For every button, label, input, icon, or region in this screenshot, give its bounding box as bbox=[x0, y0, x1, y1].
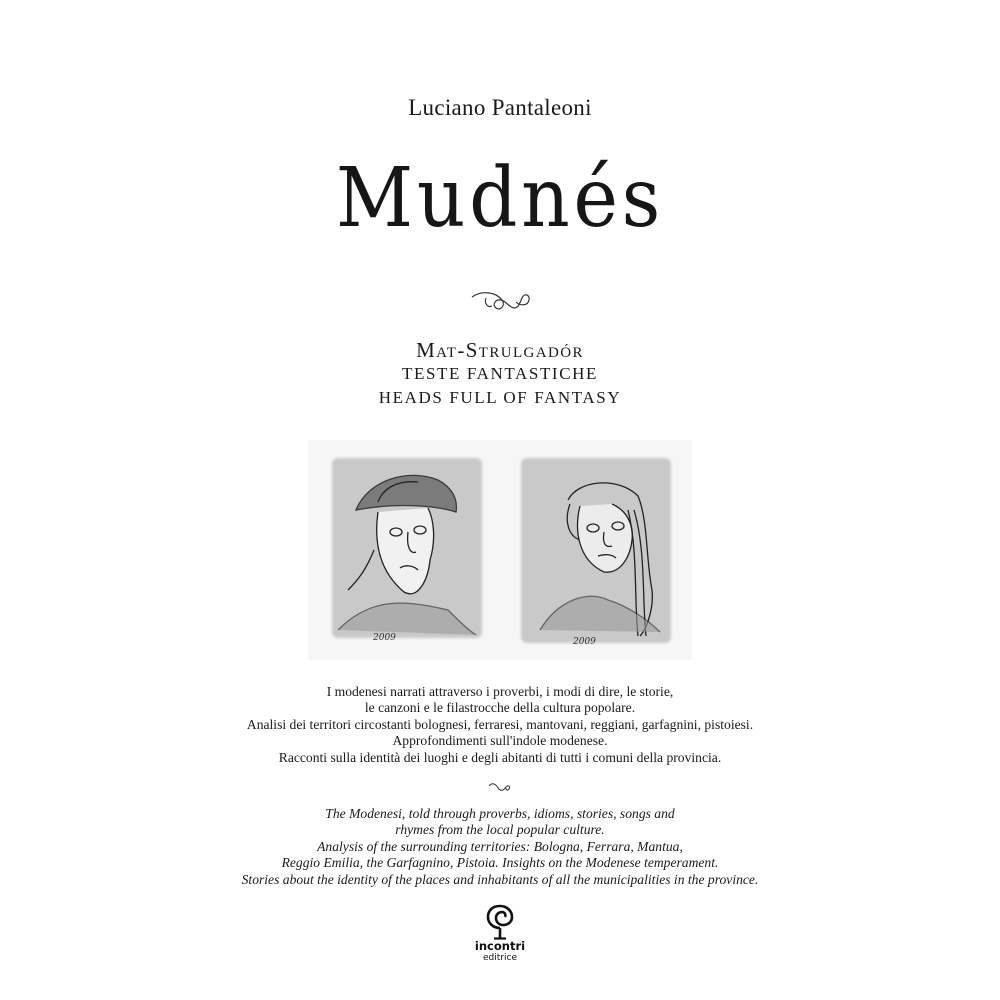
english-line: rhymes from the local popular culture. bbox=[395, 822, 605, 838]
watercolor-portraits bbox=[308, 440, 692, 660]
italian-line: Analisi dei territori circostanti bolognesi, ferraresi, mantovani, reggiani, garfagnini, pistoiesi. bbox=[246, 716, 754, 732]
subtitle-dialect: Mat-Strulgadór bbox=[416, 338, 584, 362]
flourish-ornament-icon bbox=[470, 288, 532, 314]
italian-line: Racconti sulla identità dei luoghi e degli abitanti di tutti i comuni della provincia. bbox=[278, 749, 722, 765]
italian-description bbox=[0, 684, 1000, 766]
book-title: Mudnés bbox=[335, 151, 665, 246]
english-line: Reggio Emilia, the Garfagnino, Pistoia. Insights on the Modenese temperament. bbox=[281, 855, 719, 871]
publisher-subname: editrice bbox=[483, 953, 517, 963]
publisher-name: incontri bbox=[474, 939, 526, 953]
italian-line: Approfondimenti sull'indole modenese. bbox=[392, 733, 608, 749]
publisher-logo bbox=[455, 903, 545, 973]
italian-line: le canzoni e le filastrocche della cultura popolare. bbox=[364, 700, 636, 716]
english-line: The Modenesi, told through proverbs, idioms, stories, songs and bbox=[325, 806, 675, 821]
author-name: Luciano Pantaleoni bbox=[408, 95, 592, 120]
spiral-tree-icon bbox=[455, 903, 545, 941]
english-line: Stories about the identity of the places and inhabitants of all the municipalities in the province. bbox=[241, 871, 759, 887]
subtitle-italian: TESTE FANTASTICHE bbox=[402, 364, 598, 383]
subtitle-english: HEADS FULL OF FANTASY bbox=[378, 388, 622, 407]
small-flourish-icon bbox=[487, 780, 513, 794]
left-date: 2009 bbox=[373, 633, 396, 643]
english-line: Analysis of the surrounding territories: Bologna, Ferrara, Mantua, bbox=[317, 838, 683, 854]
portrait-sketches-icon bbox=[308, 440, 692, 660]
italian-line: I modenesi narrati attraverso i proverbi, i modi di dire, le storie, bbox=[326, 684, 674, 699]
english-description bbox=[0, 806, 1000, 888]
right-date: 2009 bbox=[573, 637, 596, 647]
